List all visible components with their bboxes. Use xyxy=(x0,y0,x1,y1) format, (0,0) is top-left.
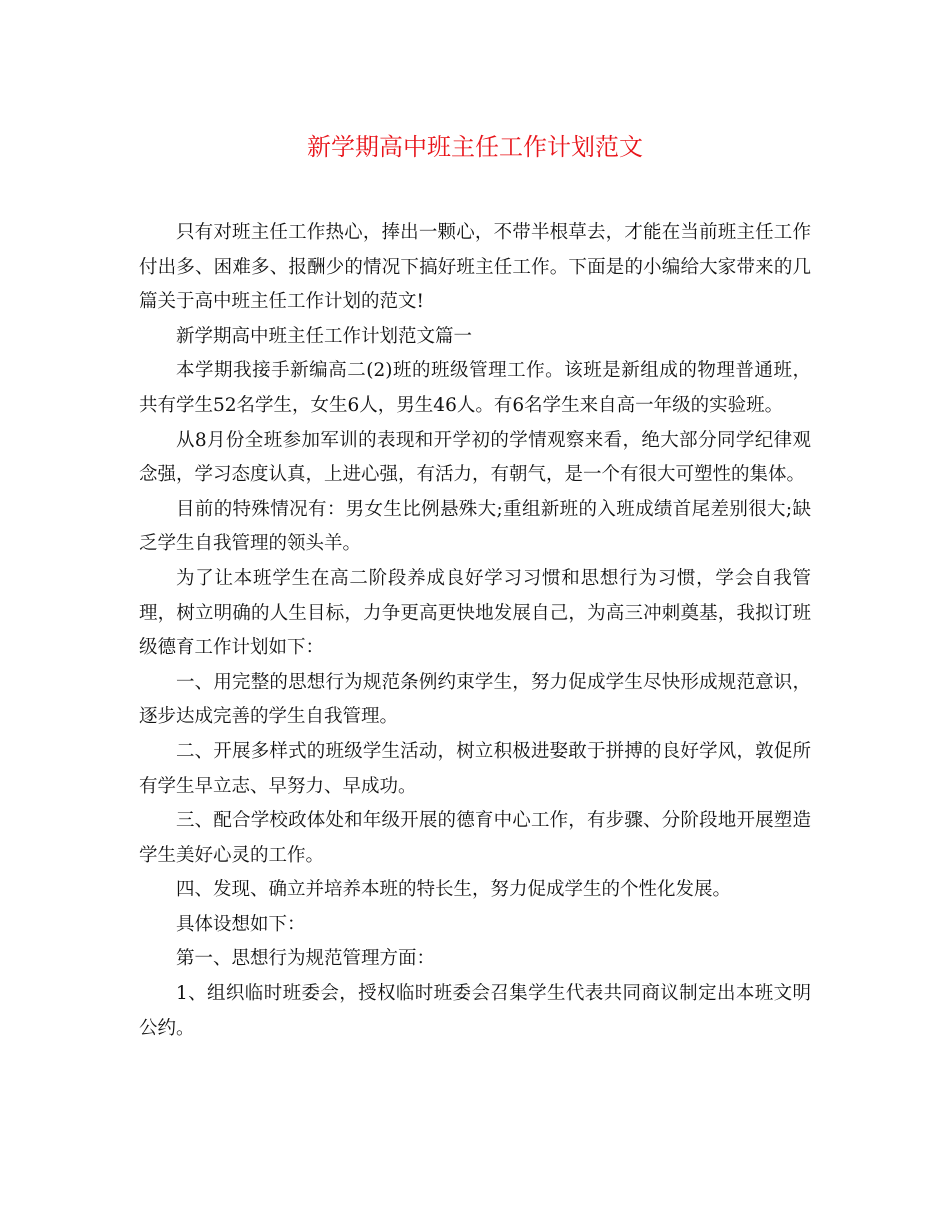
paragraph-first-section: 第一、思想行为规范管理方面： xyxy=(176,948,436,970)
paragraph-observation: 从8月份全班参加军训的表现和开学初的学情观察来看，绝大部分同学纪律观念强，学习态度认真，上进心强，有活力，有朝气，是一个有很大可塑性的集体。 xyxy=(139,429,811,486)
document-title: 新学期高中班主任工作计划范文 xyxy=(307,133,643,161)
paragraph-point-one: 1、组织临时班委会，授权临时班委会召集学生代表共同商议制定出本班文明公约。 xyxy=(139,983,811,1039)
document-body xyxy=(139,216,811,1046)
paragraph-item-four: 四、发现、确立并培养本班的特长生，努力促成学生的个性化发展。 xyxy=(176,879,732,901)
paragraph-intro: 只有对班主任工作热心，捧出一颗心，不带半根草去，才能在当前班主任工作付出多、困难多、报酬少的情况下搞好班主任工作。下面是的小编给大家带来的几篇关于高中班主任工作计划的范文! xyxy=(139,222,811,313)
paragraph-details-heading: 具体设想如下： xyxy=(176,913,306,935)
paragraph-plan-intro: 为了让本班学生在高二阶段养成良好学习习惯和思想行为习惯，学会自我管理，树立明确的人生目标，力争更高更快地发展自己，为高三冲刺奠基，我拟订班级德育工作计划如下： xyxy=(139,567,811,659)
paragraph-item-one: 一、用完整的思想行为规范条例约束学生，努力促成学生尽快形成规范意识，逐步达成完善的学生自我管理。 xyxy=(139,671,811,728)
paragraph-special-situation: 目前的特殊情况有：男女生比例悬殊大;重组新班的入班成绩首尾差别很大;缺乏学生自我管理的领头羊。 xyxy=(139,498,811,555)
paragraph-section-heading: 新学期高中班主任工作计划范文篇一 xyxy=(176,325,473,347)
paragraph-class-info: 本学期我接手新编高二(2)班的班级管理工作。该班是新组成的物理普通班，共有学生52名学生，女生6人，男生46人。有6名学生来自高一年级的实验班。 xyxy=(139,360,811,416)
paragraph-item-three: 三、配合学校政体处和年级开展的德育中心工作，有步骤、分阶段地开展塑造学生美好心灵的工作。 xyxy=(139,810,811,866)
paragraph-item-two: 二、开展多样式的班级学生活动，树立积极进娶敢于拼搏的良好学风，敦促所有学生早立志、早努力、早成功。 xyxy=(139,740,811,797)
